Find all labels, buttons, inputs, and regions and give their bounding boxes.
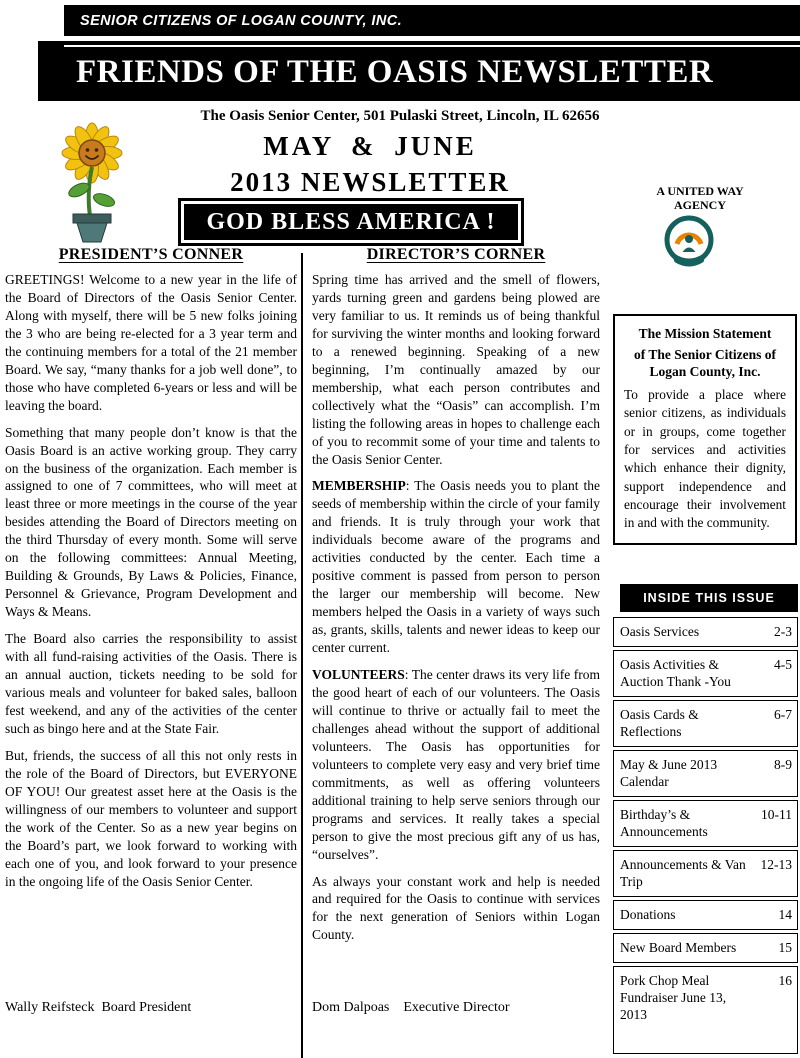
united-way-logo-icon [658, 214, 720, 270]
toc-row [613, 650, 798, 697]
org-banner [64, 5, 800, 36]
issue-month: MAY & JUNE [263, 131, 477, 161]
president-paragraph: The Board also carries the responsibility to assist with all fund-raising activities of the Oasis. There is an annual auction, tickets needing to be sold for various meals and volunteer for baked sales, balloon fest weekend, and any of the activities of the center such as bingo here and at the State Fair. [5, 631, 297, 736]
volunteers-text: : The center draws its very life from the good heart of each of our volunteers. The Oasis will continue to thrive or actually fail to meet the challenges ahead without the support of additional volunteers. The Oasis has opportunities for volunteers to complete very easy and very brief time commitments, as well as offering volunteers additional training to help serve seniors through our programs and services. It really takes a special person to give the most precious gift any of us has, “ourselves”. [312, 667, 600, 862]
united-way-label: A UNITED WAY AGENCY [656, 184, 744, 212]
presidents-corner-section [5, 246, 297, 1018]
directors-corner-heading: DIRECTOR’S CORNER [366, 246, 546, 263]
membership-lead: MEMBERSHIP [312, 478, 406, 494]
toc-row [613, 850, 798, 897]
director-paragraph: As always your constant work and help is needed and required for the Oasis to continue with services for the next generation of Seniors within Logan County. [312, 873, 600, 943]
newsletter-title-banner [38, 41, 800, 101]
mission-title [624, 325, 786, 380]
president-signature: Wally Reifsteck Board President [5, 1000, 192, 1016]
president-paragraph: GREETINGS! Welcome to a new year in the life of the Board of Directors of the Oasis Senior Center. Along with myself, there will be 5 new folks joining the 3 who are being re-elected for a 3 year term and the continuing members for a total of the 21 member Board. We say, “many thanks for a job well done”, to those who have completed 6-years or less and will be leaving the board. [5, 272, 297, 413]
mission-statement-box [613, 314, 797, 545]
org-banner-text: SENIOR CITIZENS OF LOGAN COUNTY, INC. [80, 12, 403, 29]
toc-row [613, 750, 798, 797]
toc-pages: 14 [778, 907, 792, 922]
mission-title-line: Logan County, Inc. [649, 364, 761, 379]
toc-label: Oasis Activities & Auction Thank -You [620, 657, 731, 689]
toc-row [613, 900, 798, 930]
toc-label: Oasis Cards & Reflections [620, 707, 699, 739]
toc-row [613, 933, 798, 963]
address-line: The Oasis Senior Center, 501 Pulaski Street, Lincoln, IL 62656 [200, 108, 600, 124]
toc-label: Pork Chop Meal Fundraiser June 13, 2013 [620, 973, 727, 1022]
sunflower-icon [46, 120, 138, 244]
issue-date-block [180, 131, 560, 198]
toc-label: Birthday’s & Announcements [620, 807, 708, 839]
president-paragraph: But, friends, the success of all this not only rests in the role of the Board of Directors, but EVERYONE OF YOU! Our greatest asset here at the Oasis is the willingness of our members to volunteer and support the work of the Center. So as a new year begins on the Board’s part, we look forward to working with each one of you, and look forward to your presence in the ongoing life of the Oasis Senior Center. [5, 747, 297, 889]
toc-row [613, 966, 798, 1054]
column-divider [301, 253, 303, 1058]
mission-title-line: The Mission Statement [638, 326, 772, 341]
toc-pages: 15 [778, 940, 792, 955]
director-paragraph [312, 477, 600, 657]
toc-pages: 4-5 [774, 657, 792, 672]
toc-label: New Board Members [620, 940, 737, 955]
directors-corner-section [312, 246, 600, 1018]
toc-row [613, 617, 798, 647]
toc-pages: 12-13 [760, 857, 792, 872]
inside-this-issue-header: INSIDE THIS ISSUE [620, 584, 798, 612]
toc-pages: 2-3 [774, 624, 792, 639]
toc-label: Oasis Services [620, 624, 700, 639]
banner-divider-rule [64, 45, 800, 47]
toc-label: Donations [620, 907, 676, 922]
inside-this-issue-list [613, 617, 798, 1057]
god-bless-banner [178, 198, 524, 246]
toc-pages: 16 [778, 973, 792, 988]
toc-pages: 10-11 [761, 807, 792, 822]
issue-year: 2013 NEWSLETTER [230, 167, 510, 197]
mission-body: To provide a place where senior citizens, as individuals or in groups, come together for services and activities which enhance their dignity, support independence and encourage their involvement in and with the community. [624, 387, 786, 531]
toc-pages: 8-9 [774, 757, 792, 772]
god-bless-text: GOD BLESS AMERICA ! [184, 204, 518, 240]
volunteers-lead: VOLUNTEERS [312, 667, 405, 683]
membership-text: : The Oasis needs you to plant the seeds of membership within the circle of your family and friends. It is truly through your work that individuals become aware of the programs and activities conducted by the center. Each time a positive comment is passed from person to person the larger our membership will become. New members helped the Oasis in a variety of ways such as, grants, skills, talents and newer ideas to keep our center current. [312, 478, 600, 656]
mission-title-line: of The Senior Citizens of [633, 347, 776, 362]
toc-label: Announcements & Van Trip [620, 857, 746, 889]
toc-label: May & June 2013 Calendar [620, 757, 718, 789]
newsletter-title: FRIENDS OF THE OASIS NEWSLETTER [76, 54, 714, 90]
director-signature: Dom Dalpoas Executive Director [312, 1000, 510, 1016]
toc-pages: 6-7 [774, 707, 792, 722]
toc-row [613, 800, 798, 847]
toc-row [613, 700, 798, 747]
director-paragraph [312, 666, 600, 863]
presidents-corner-heading: PRESIDENT’S CONNER [58, 246, 244, 263]
director-paragraph: Spring time has arrived and the smell of flowers, yards turning green and gardens being plowed are very familiar to us. It reminds us of being thankful for surviving the winter months and looking forward to a renewed beginning. Speaking of a new beginning, I’m continually amazed by our membership, what each person contributes and collectively what the “Oasis” can accomplish. I’m listing the following areas in hopes to challenge each of you to recommit some of your time and talents to the Oasis Senior Center. [312, 272, 600, 467]
president-paragraph: Something that many people don’t know is that the Oasis Board is an active working group. They carry on the business of the organization. Each member is assigned to one of 7 committees, who will meet at least three or more meetings in the course of the year besides attending the Board of Directors meeting on the third Thursday of every month. Some will serve on the following committees: Annual Meeting, Building & Grounds, By Laws & Policies, Finance, Personnel & Grievance, Program Development and Ways & Means. [5, 424, 297, 620]
